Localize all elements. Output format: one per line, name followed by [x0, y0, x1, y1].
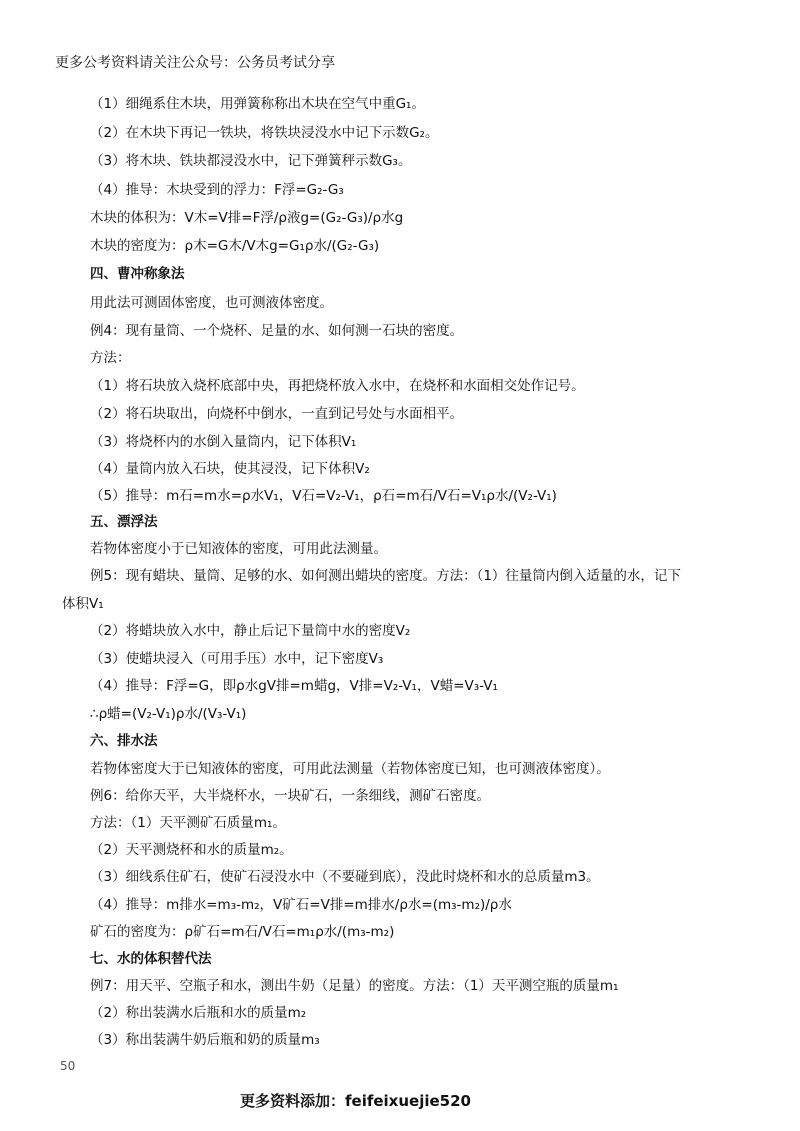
body-line: （4）推导：F浮=G，即ρ水gV排=m蜡g，V排=V₂-V₁，V蜡=V₃-V₁ — [90, 678, 498, 694]
body-line: （3）细线系住矿石，使矿石浸没水中（不要碰到底），没此时烧杯和水的总质量m3。 — [90, 869, 600, 885]
body-line: （3）将烧杯内的水倒入量筒内，记下体积V₁ — [90, 434, 357, 450]
footer-text: 更多资料添加：feifeixuejie520 — [240, 1092, 471, 1110]
body-line: 例6：给你天平，大半烧杯水，一块矿石，一条细线，测矿石密度。 — [90, 788, 491, 804]
section-heading: 七、水的体积替代法 — [90, 951, 212, 967]
section-heading: 五、漂浮法 — [90, 514, 158, 530]
body-line: （2）天平测烧杯和水的质量m₂。 — [90, 842, 293, 858]
body-line: （1）细绳系住木块，用弹簧称称出木块在空气中重G₁。 — [90, 96, 425, 112]
body-line: 方法：（1）天平测矿石质量m₁。 — [90, 815, 286, 831]
body-line: （2）将石块取出，向烧杯中倒水，一直到记号处与水面相平。 — [90, 406, 464, 422]
section-heading: 四、曹冲称象法 — [90, 266, 185, 282]
body-line: 若物体密度小于已知液体的密度，可用此法测量。 — [90, 541, 387, 557]
body-line: 矿石的密度为：ρ矿石=m石/V石=m₁ρ水/(m₃-m₂) — [90, 924, 395, 940]
body-line: 木块的体积为：V木=V排=F浮/ρ液g=(G₂-G₃)/ρ水g — [90, 210, 404, 226]
body-line: （4）量筒内放入石块，使其浸没，记下体积V₂ — [90, 461, 370, 477]
body-line: 例4：现有量筒、一个烧杯、足量的水、如何测一石块的密度。 — [90, 323, 464, 339]
body-line: （2）将蜡块放入水中，静止后记下量筒中水的密度V₂ — [90, 623, 411, 639]
section-heading: 六、排水法 — [90, 733, 158, 749]
body-line: ∴ρ蜡=(V₂-V₁)ρ水/(V₃-V₁) — [90, 706, 247, 722]
body-line: （1）将石块放入烧杯底部中央，再把烧杯放入水中，在烧杯和水面相交处作记号。 — [90, 378, 585, 394]
body-line: （5）推导：m石=m水=ρ水V₁，V石=V₂-V₁，ρ石=m石/V石=V₁ρ水/(V₂-V₁) — [90, 488, 557, 504]
body-line: （2）在木块下再记一铁块，将铁块浸没水中记下示数G₂。 — [90, 125, 439, 141]
header-text: 更多公考资料请关注公众号：公务员考试分享 — [55, 55, 335, 71]
body-line: （4）推导：木块受到的浮力：F浮=G₂-G₃ — [90, 182, 344, 198]
body-line: 例7：用天平、空瓶子和水，测出牛奶（足量）的密度。方法：（1）天平测空瓶的质量m₁ — [90, 978, 619, 994]
body-line: （3）称出装满牛奶后瓶和奶的质量m₃ — [90, 1032, 320, 1048]
body-line: 若物体密度大于已知液体的密度，可用此法测量（若物体密度已知，也可测液体密度）。 — [90, 761, 610, 777]
body-line: （2）称出装满水后瓶和水的质量m₂ — [90, 1005, 307, 1021]
body-line: 用此法可测固体密度，也可测液体密度。 — [90, 295, 333, 311]
body-line: 木块的密度为：ρ木=G木/V木g=G₁ρ水/(G₂-G₃) — [90, 238, 380, 254]
body-line: （4）推导：m排水=m₃-m₂，V矿石=V排=m排水/ρ水=(m₃-m₂)/ρ水 — [90, 897, 512, 913]
body-line: 体积V₁ — [62, 596, 104, 612]
body-line: （3）使蜡块浸入（可用手压）水中，记下密度V₃ — [90, 651, 384, 667]
body-line: 方法： — [90, 350, 131, 366]
body-line: （3）将木块、铁块都浸没水中，记下弹簧秤示数G₃。 — [90, 153, 412, 169]
body-line: 例5：现有蜡块、量筒、足够的水、如何测出蜡块的密度。方法：（1）往量筒内倒入适量的水，记下 — [90, 568, 681, 584]
page-number: 50 — [60, 1059, 76, 1073]
